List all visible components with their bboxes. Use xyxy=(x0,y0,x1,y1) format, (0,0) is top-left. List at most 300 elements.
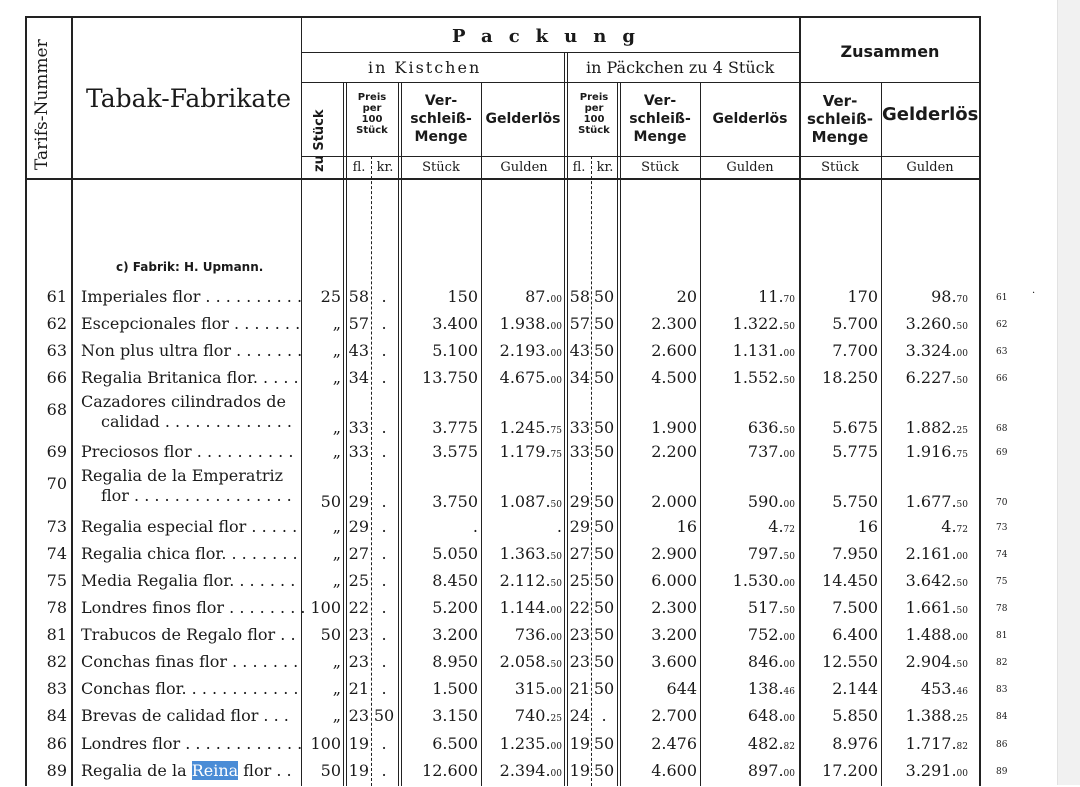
kistchen-kr: . xyxy=(381,544,387,563)
zusammen-erloes xyxy=(882,341,968,360)
paeckchen-fl: 29 xyxy=(569,492,590,511)
paeckchen-kr: 50 xyxy=(593,679,615,698)
erloes-cents: 00 xyxy=(550,349,562,359)
zusammen-menge: 7.500 xyxy=(832,598,878,617)
paeckchen-erloes xyxy=(701,492,795,511)
paeckchen-erloes xyxy=(701,418,795,437)
erloes-main: 752. xyxy=(747,625,784,644)
unit-stueck-3: Stück xyxy=(821,160,859,175)
erloes-cents: 50 xyxy=(550,500,562,510)
kistchen-fl: 34 xyxy=(348,368,369,387)
kistchen-erloes xyxy=(482,706,562,725)
kistchen-erloes xyxy=(482,314,562,333)
erloes-main: 6.227. xyxy=(905,368,957,387)
kistchen-erloes xyxy=(482,341,562,360)
paeckchen-menge: 2.200 xyxy=(651,442,697,461)
zu-stueck: 50 xyxy=(320,761,341,780)
kistchen-kr: . xyxy=(381,314,387,333)
zusammen-menge: 14.450 xyxy=(822,571,878,590)
erloes-main: 2.904. xyxy=(905,652,957,671)
erloes-cents: 75 xyxy=(956,450,968,460)
kistchen-fl: 29 xyxy=(348,492,369,511)
table-row xyxy=(0,314,1008,340)
erloes-cents: 50 xyxy=(783,606,795,616)
table-row xyxy=(0,466,1008,511)
zu-stueck: „ xyxy=(332,652,341,671)
kistchen-kr: . xyxy=(381,761,387,780)
tarif-nr: 68 xyxy=(46,400,67,419)
kistchen-kr: . xyxy=(381,517,387,536)
kistchen-erloes xyxy=(482,287,562,306)
erloes-main: . xyxy=(556,517,562,536)
erloes-cents: 50 xyxy=(956,322,968,332)
zusammen-menge-header: Ver- schleiß- Menge xyxy=(807,92,873,146)
paeckchen-fl: 29 xyxy=(569,517,590,536)
paeckchen-menge: 2.700 xyxy=(651,706,697,725)
unit-fl: fl. xyxy=(352,160,366,175)
paeckchen-menge: 1.900 xyxy=(651,418,697,437)
zu-stueck: „ xyxy=(332,341,341,360)
erloes-cents: 25 xyxy=(956,714,968,724)
paeckchen-fl: 43 xyxy=(569,341,590,360)
product-name: Escepcionales flor . . . . . . . xyxy=(81,314,301,333)
kistchen-menge: 150 xyxy=(447,287,478,306)
zu-stueck: 50 xyxy=(320,625,341,644)
erloes-cents: 00 xyxy=(783,714,795,724)
paeckchen-erloes xyxy=(701,368,795,387)
product-name xyxy=(81,761,292,780)
erloes-main: 648. xyxy=(747,706,784,725)
erloes-main: 315. xyxy=(514,679,551,698)
kistchen-erloes xyxy=(482,517,562,536)
kistchen-kr: . xyxy=(381,652,387,671)
kistchen-fl: 43 xyxy=(348,341,369,360)
erloes-main: 138. xyxy=(747,679,784,698)
kistchen-fl: 33 xyxy=(348,442,369,461)
kistchen-menge: 3.200 xyxy=(432,625,478,644)
zu-stueck: 100 xyxy=(310,734,341,753)
zusammen-menge: 5.775 xyxy=(832,442,878,461)
kistchen-menge: 6.500 xyxy=(432,734,478,753)
erloes-cents: 25 xyxy=(550,714,562,724)
kistchen-menge: 3.775 xyxy=(432,418,478,437)
zu-stueck: „ xyxy=(332,314,341,333)
zusammen-erloes xyxy=(882,571,968,590)
margin-number: 66 xyxy=(996,374,1008,384)
kistchen-erloes xyxy=(482,442,562,461)
kistchen-erloes xyxy=(482,571,562,590)
erloes-cents: 00 xyxy=(550,606,562,616)
erloes-main: 517. xyxy=(747,598,784,617)
erloes-main: 590. xyxy=(747,492,784,511)
paeckchen-kr: . xyxy=(601,706,607,725)
kistchen-erloes xyxy=(482,418,562,437)
erloes-main: 736. xyxy=(514,625,551,644)
paeckchen-kr: 50 xyxy=(593,625,615,644)
kistchen-fl: 21 xyxy=(348,679,369,698)
erloes-cents: 00 xyxy=(783,349,795,359)
table-row xyxy=(0,761,1008,787)
zu-stueck: „ xyxy=(332,679,341,698)
unit-kr: kr. xyxy=(376,160,394,175)
tarif-nr: 74 xyxy=(46,544,67,563)
zusammen-menge: 5.700 xyxy=(832,314,878,333)
erloes-cents: 00 xyxy=(783,633,795,643)
zusammen-menge: 18.250 xyxy=(822,368,878,387)
paeckchen-erloes xyxy=(701,571,795,590)
paeckchen-preis-header: Preis per 100 Stück xyxy=(578,92,610,136)
paeckchen-kr: 50 xyxy=(593,492,615,511)
margin-number: 86 xyxy=(996,740,1008,750)
zusammen-erloes xyxy=(882,492,968,511)
tarif-nr: 62 xyxy=(46,314,67,333)
zu-stueck: 50 xyxy=(320,492,341,511)
zusammen-menge: 12.550 xyxy=(822,652,878,671)
erloes-main: 737. xyxy=(747,442,784,461)
erloes-cents: 00 xyxy=(550,633,562,643)
zusammen-erloes xyxy=(882,442,968,461)
erloes-main: 1.179. xyxy=(499,442,551,461)
erloes-cents: 82 xyxy=(783,742,795,752)
paeckchen-erloes xyxy=(701,544,795,563)
zusammen-erloes xyxy=(882,625,968,644)
kistchen-erloes xyxy=(482,492,562,511)
erloes-main: 897. xyxy=(747,761,784,780)
zu-stueck: „ xyxy=(332,368,341,387)
erloes-main: 98. xyxy=(931,287,957,306)
kistchen-menge: 12.600 xyxy=(422,761,478,780)
zusammen-menge: 7.950 xyxy=(832,544,878,563)
paeckchen-erloes xyxy=(701,679,795,698)
zusammen-erloes xyxy=(882,517,968,536)
table-row xyxy=(0,392,1008,437)
zu-stueck: „ xyxy=(332,571,341,590)
erloes-cents: 00 xyxy=(783,579,795,589)
zusammen-menge: 2.144 xyxy=(832,679,878,698)
erloes-cents: 00 xyxy=(956,552,968,562)
kistchen-kr: . xyxy=(381,341,387,360)
margin-number: 89 xyxy=(996,767,1008,777)
erloes-cents: 75 xyxy=(550,426,562,436)
paeckchen-erloes xyxy=(701,625,795,644)
paeckchen-kr: 50 xyxy=(593,368,615,387)
paeckchen-fl: 25 xyxy=(569,571,590,590)
paeckchen-erloes xyxy=(701,287,795,306)
in-paeckchen-header: in Päckchen zu 4 Stück xyxy=(586,58,775,77)
paeckchen-erloes xyxy=(701,706,795,725)
table-row xyxy=(0,442,1008,468)
erloes-main: 482. xyxy=(747,734,784,753)
erloes-main: 2.161. xyxy=(905,544,957,563)
product-name: Regalia Britanica flor. . . . . xyxy=(81,368,299,387)
erloes-cents: 00 xyxy=(956,349,968,359)
product-name: Trabucos de Regalo flor . . xyxy=(81,625,296,644)
paeckchen-erloes xyxy=(701,652,795,671)
paeckchen-fl: 27 xyxy=(569,544,590,563)
product-name: Conchas finas flor . . . . . . . xyxy=(81,652,299,671)
kistchen-menge: 8.950 xyxy=(432,652,478,671)
table-row xyxy=(0,625,1008,651)
paeckchen-menge: 16 xyxy=(676,517,697,536)
zusammen-menge: 7.700 xyxy=(832,341,878,360)
zusammen-menge: 6.400 xyxy=(832,625,878,644)
paeckchen-fl: 33 xyxy=(569,442,590,461)
erloes-cents: 82 xyxy=(956,742,968,752)
erloes-main: 740. xyxy=(514,706,551,725)
zu-stueck: „ xyxy=(332,706,341,725)
paeckchen-fl: 24 xyxy=(569,706,590,725)
unit-kr-2: kr. xyxy=(596,160,614,175)
kistchen-erloes xyxy=(482,544,562,563)
zu-stueck: 25 xyxy=(320,287,341,306)
erloes-main: 1.661. xyxy=(905,598,957,617)
kistchen-menge-header: Ver- schleiß- Menge xyxy=(410,93,472,145)
kistchen-preis-header: Preis per 100 Stück xyxy=(356,92,388,136)
paeckchen-fl: 33 xyxy=(569,418,590,437)
erloes-main: 2.058. xyxy=(499,652,551,671)
erloes-main: 1.530. xyxy=(732,571,784,590)
erloes-cents: 00 xyxy=(783,500,795,510)
kistchen-fl: 19 xyxy=(348,734,369,753)
erloes-cents: 50 xyxy=(956,579,968,589)
erloes-cents: 00 xyxy=(550,295,562,305)
kistchen-erloes xyxy=(482,368,562,387)
erloes-main: 1.916. xyxy=(905,442,957,461)
paeckchen-fl: 21 xyxy=(569,679,590,698)
erloes-main: 1.552. xyxy=(732,368,784,387)
zu-stueck-header: zu Stück xyxy=(312,109,327,172)
erloes-cents: 50 xyxy=(550,579,562,589)
erloes-cents: 00 xyxy=(783,769,795,779)
kistchen-erloes xyxy=(482,598,562,617)
erloes-cents: 75 xyxy=(550,450,562,460)
margin-number: 83 xyxy=(996,685,1008,695)
unit-gulden-3: Gulden xyxy=(906,160,954,175)
erloes-cents: 46 xyxy=(783,687,795,697)
erloes-cents: 50 xyxy=(783,322,795,332)
erloes-main: 3.642. xyxy=(905,571,957,590)
scrollbar[interactable] xyxy=(1057,0,1080,785)
unit-gulden-2: Gulden xyxy=(726,160,774,175)
tarif-nr: 83 xyxy=(46,679,67,698)
paeckchen-kr: 50 xyxy=(593,418,615,437)
erloes-cents: 00 xyxy=(783,660,795,670)
erloes-main: 1.938. xyxy=(499,314,551,333)
zusammen-erloes xyxy=(882,598,968,617)
erloes-cents: 72 xyxy=(956,525,968,535)
paeckchen-menge-header: Ver- schleiß- Menge xyxy=(629,93,691,145)
table-row xyxy=(0,517,1008,543)
margin-number: 78 xyxy=(996,604,1008,614)
paeckchen-fl: 34 xyxy=(569,368,590,387)
table-row xyxy=(0,544,1008,570)
zusammen-menge: 8.976 xyxy=(832,734,878,753)
erloes-main: 4.675. xyxy=(499,368,551,387)
table-row xyxy=(0,734,1008,760)
margin-number: 81 xyxy=(996,631,1008,641)
erloes-cents: 50 xyxy=(783,426,795,436)
product-name: Imperiales flor . . . . . . . . . . xyxy=(81,287,303,306)
paeckchen-fl: 22 xyxy=(569,598,590,617)
margin-number: 73 xyxy=(996,523,1008,533)
zusammen-erloes xyxy=(882,287,968,306)
paeckchen-kr: 50 xyxy=(593,544,615,563)
erloes-main: 2.112. xyxy=(499,571,551,590)
zu-stueck: „ xyxy=(332,544,341,563)
paeckchen-kr: 50 xyxy=(593,652,615,671)
zusammen-menge: 17.200 xyxy=(822,761,878,780)
product-name: Media Regalia flor. . . . . . . xyxy=(81,571,296,590)
tarif-nr: 63 xyxy=(46,341,67,360)
product-name: Preciosos flor . . . . . . . . . . xyxy=(81,442,294,461)
erloes-cents: 00 xyxy=(956,769,968,779)
zusammen-erloes xyxy=(882,314,968,333)
kistchen-erloes xyxy=(482,652,562,671)
kistchen-menge: 5.100 xyxy=(432,341,478,360)
erloes-cents: 70 xyxy=(956,295,968,305)
kistchen-menge: 13.750 xyxy=(422,368,478,387)
margin-number: 69 xyxy=(996,448,1008,458)
product-name: Conchas flor. . . . . . . . . . . . xyxy=(81,679,299,698)
paeckchen-fl: 57 xyxy=(569,314,590,333)
product-name: Regalia chica flor. . . . . . . . xyxy=(81,544,298,563)
paeckchen-menge: 20 xyxy=(676,287,697,306)
packung-header: Packung xyxy=(452,26,651,47)
tarifs-nummer-header: Tarifs-Nummer xyxy=(32,39,52,170)
erloes-main: 1.677. xyxy=(905,492,957,511)
margin-number: 70 xyxy=(996,498,1008,508)
kistchen-fl: 33 xyxy=(348,418,369,437)
margin-number: 61 xyxy=(996,293,1008,303)
erloes-main: 4. xyxy=(768,517,784,536)
erloes-cents: 50 xyxy=(783,552,795,562)
kistchen-kr: . xyxy=(381,598,387,617)
kistchen-menge: 5.200 xyxy=(432,598,478,617)
zu-stueck: „ xyxy=(332,517,341,536)
paeckchen-erloes xyxy=(701,341,795,360)
kistchen-fl: 23 xyxy=(348,706,369,725)
erloes-cents: 00 xyxy=(550,742,562,752)
kistchen-fl: 23 xyxy=(348,652,369,671)
paeckchen-erloes xyxy=(701,598,795,617)
kistchen-kr: . xyxy=(381,287,387,306)
paeckchen-fl: 19 xyxy=(569,761,590,780)
kistchen-erloes xyxy=(482,679,562,698)
paeckchen-menge: 2.900 xyxy=(651,544,697,563)
product-name: Regalia especial flor . . . . . xyxy=(81,517,298,536)
paeckchen-menge: 644 xyxy=(666,679,697,698)
tarif-nr: 81 xyxy=(46,625,67,644)
kistchen-kr: . xyxy=(381,418,387,437)
kistchen-menge: 1.500 xyxy=(432,679,478,698)
erloes-main: 4. xyxy=(941,517,957,536)
product-name: Non plus ultra flor . . . . . . . xyxy=(81,341,303,360)
zusammen-erloes xyxy=(882,761,968,780)
erloes-main: 453. xyxy=(920,679,957,698)
paeckchen-menge: 4.500 xyxy=(651,368,697,387)
paeckchen-menge: 2.300 xyxy=(651,598,697,617)
product-name-part: Regalia de la xyxy=(81,761,187,780)
erloes-main: 2.193. xyxy=(499,341,551,360)
tarif-nr: 66 xyxy=(46,368,67,387)
paeckchen-kr: 50 xyxy=(593,287,615,306)
zusammen-erloes xyxy=(882,679,968,698)
erloes-cents: 50 xyxy=(956,606,968,616)
kistchen-fl: 27 xyxy=(348,544,369,563)
kistchen-menge: . xyxy=(472,517,478,536)
zusammen-erloes xyxy=(882,368,968,387)
erloes-cents: 46 xyxy=(956,687,968,697)
kistchen-kr: 50 xyxy=(373,706,395,725)
erloes-cents: 25 xyxy=(956,426,968,436)
margin-number: 62 xyxy=(996,320,1008,330)
paeckchen-menge: 3.600 xyxy=(651,652,697,671)
kistchen-kr: . xyxy=(381,625,387,644)
erloes-main: 2.394. xyxy=(499,761,551,780)
paeckchen-kr: 50 xyxy=(593,761,615,780)
kistchen-fl: 19 xyxy=(348,761,369,780)
tarif-nr: 89 xyxy=(46,761,67,780)
zusammen-erloes xyxy=(882,418,968,437)
tarif-nr: 86 xyxy=(46,734,67,753)
paeckchen-gelderloes-header: Gelderlös xyxy=(712,111,788,127)
erloes-main: 3.324. xyxy=(905,341,957,360)
erloes-cents: 00 xyxy=(956,633,968,643)
table-row xyxy=(0,598,1008,624)
unit-stueck-2: Stück xyxy=(641,160,679,175)
zu-stueck: „ xyxy=(332,442,341,461)
zusammen-menge: 5.850 xyxy=(832,706,878,725)
table-row xyxy=(0,679,1008,705)
paeckchen-erloes xyxy=(701,517,795,536)
erloes-main: 1.322. xyxy=(732,314,784,333)
margin-number: 74 xyxy=(996,550,1008,560)
paeckchen-erloes xyxy=(701,761,795,780)
erloes-cents: 72 xyxy=(783,525,795,535)
kistchen-erloes xyxy=(482,761,562,780)
tarif-nr: 73 xyxy=(46,517,67,536)
kistchen-kr: . xyxy=(381,442,387,461)
erloes-cents: 00 xyxy=(550,376,562,386)
paeckchen-menge: 2.300 xyxy=(651,314,697,333)
erloes-cents: 50 xyxy=(783,376,795,386)
product-name: Londres finos flor . . . . . . . . xyxy=(81,598,306,617)
product-name: Regalia de la Emperatriz xyxy=(81,466,284,485)
kistchen-menge: 8.450 xyxy=(432,571,478,590)
kistchen-gelderloes-header: Gelderlös xyxy=(485,111,561,127)
erloes-main: 1.087. xyxy=(499,492,551,511)
erloes-main: 87. xyxy=(525,287,551,306)
tarif-nr: 61 xyxy=(46,287,67,306)
paeckchen-kr: 50 xyxy=(593,734,615,753)
zusammen-erloes xyxy=(882,706,968,725)
kistchen-fl: 23 xyxy=(348,625,369,644)
table-row xyxy=(0,706,1008,732)
in-kistchen-header: in Kistchen xyxy=(368,58,482,77)
zusammen-erloes xyxy=(882,652,968,671)
kistchen-kr: . xyxy=(381,734,387,753)
paeckchen-menge: 4.600 xyxy=(651,761,697,780)
paeckchen-kr: 50 xyxy=(593,517,615,536)
paeckchen-kr: 50 xyxy=(593,571,615,590)
kistchen-fl: 57 xyxy=(348,314,369,333)
erloes-cents: 50 xyxy=(550,660,562,670)
zusammen-erloes xyxy=(882,544,968,563)
paeckchen-erloes xyxy=(701,442,795,461)
kistchen-kr: . xyxy=(381,368,387,387)
table-row xyxy=(0,571,1008,597)
zusammen-erloes xyxy=(882,734,968,753)
